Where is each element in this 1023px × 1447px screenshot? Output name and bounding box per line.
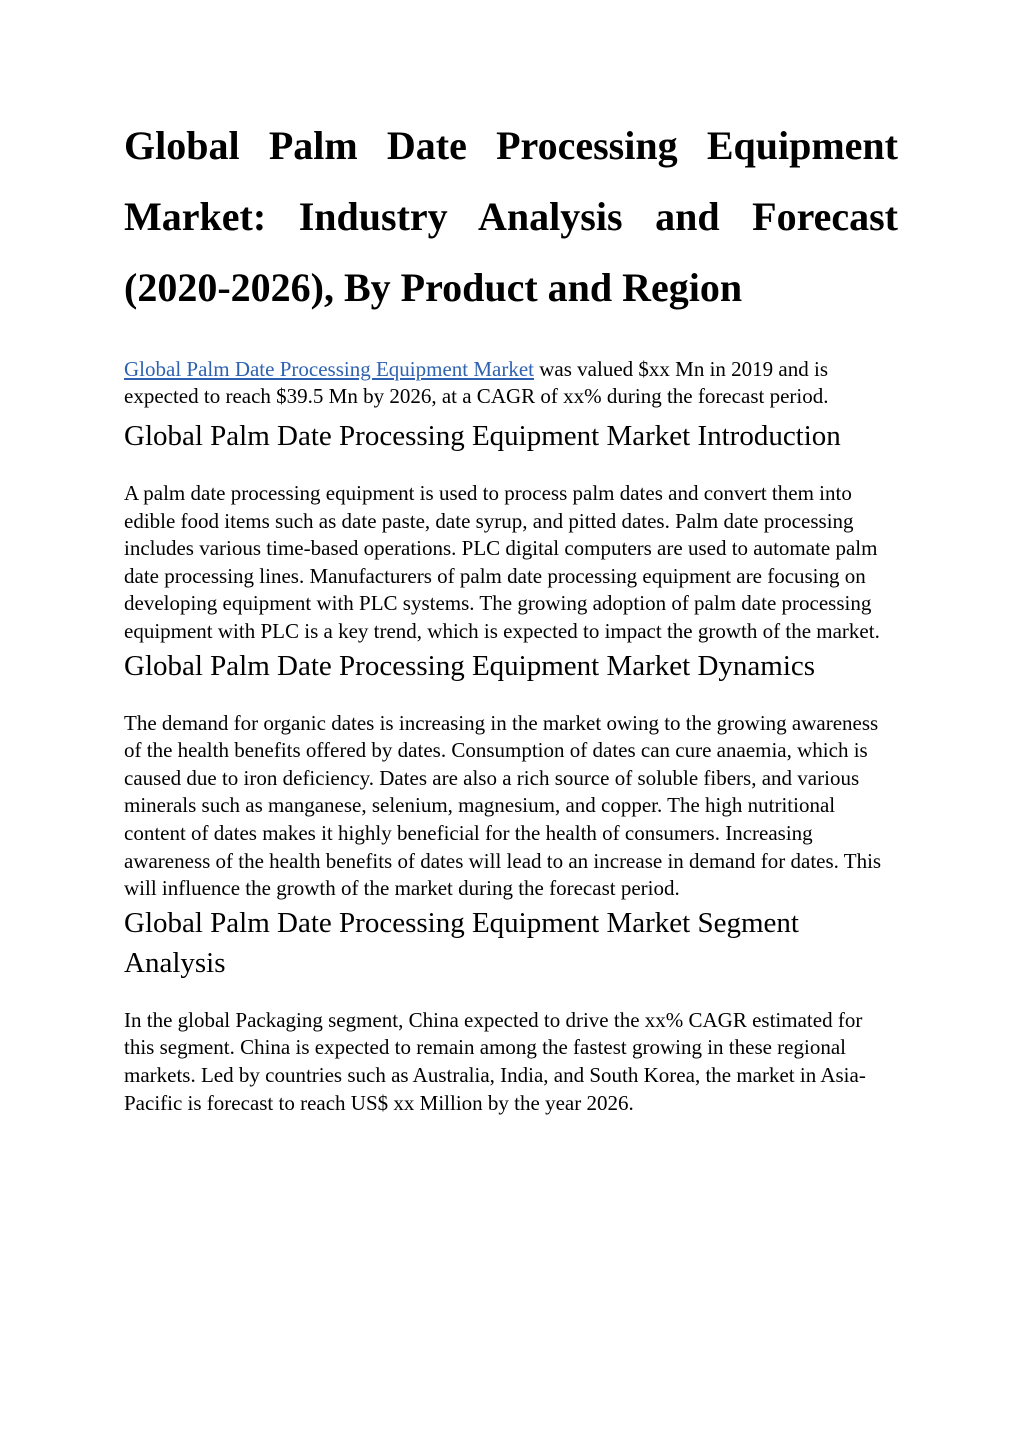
document-page [124, 110, 898, 1117]
section-body-dynamics: The demand for organic dates is increasing in the market owing to the growing awareness of the health benefits offered by dates. Consumption of dates can cure anaemia, which is caused due to iron deficiency. Dates are also a rich source of soluble fibers, and various minerals such as manganese, selenium, magnesium, and copper. The high nutritional content of dates makes it highly beneficial for the health of consumers. Increasing awareness of the health benefits of dates will lead to an increase in demand for dates. This will influence the growth of the market during the forecast period. [124, 710, 882, 901]
intro-text: was valued $xx Mn in 2019 and is expected to reach $39.5 Mn by 2026, at a CAGR of xx% during the forecast period. [124, 357, 829, 408]
market-link[interactable]: Global Palm Date Processing Equipment Market [124, 357, 535, 381]
document-title: Global Palm Date Processing Equipment Market: Industry Analysis and Forecast (2020-2026), By Product and Region [124, 123, 898, 310]
section-heading-dynamics: Global Palm Date Processing Equipment Market Dynamics [124, 649, 816, 682]
section-body-introduction: A palm date processing equipment is used to process palm dates and convert them into edible food items such as date paste, date syrup, and pitted dates. Palm date processing includes various time-based operations. PLC digital computers are used to automate palm date processing lines. Manufacturers of palm date processing equipment are focusing on developing equipment with PLC systems. The growing adoption of palm date processing equipment with PLC is a key trend, which is expected to impact the growth of the market. [124, 481, 880, 643]
intro-paragraph [124, 356, 886, 410]
section-heading-introduction: Global Palm Date Processing Equipment Market Introduction [124, 420, 841, 452]
section-body-segment-analysis: In the global Packaging segment, China expected to drive the xx% CAGR estimated for this segment. China is expected to remain among the fastest growing in these regional markets. Led by countries such as Australia, India, and South Korea, the market in Asia-Pacific is forecast to reach US$ xx Million by the year 2026. [124, 1007, 866, 1115]
section-heading-segment-analysis: Global Palm Date Processing Equipment Market Segment Analysis [124, 906, 799, 979]
